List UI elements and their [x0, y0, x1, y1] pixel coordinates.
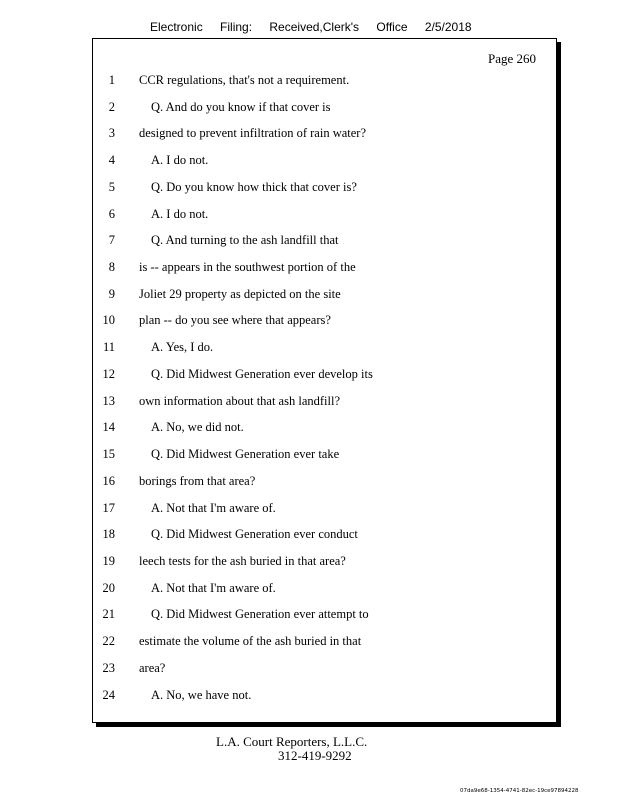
line-text: Q. Did Midwest Generation ever develop its [151, 366, 373, 381]
line-number: 16 [102, 473, 115, 488]
line-number: 17 [102, 500, 115, 515]
document-hash: 07da9e68-1354-4741-82ec-19ce97894228 [460, 788, 579, 794]
line-number: 23 [102, 660, 115, 675]
page-number: Page 260 [487, 51, 536, 66]
line-number: 3 [108, 126, 115, 141]
line-text: A. Yes, I do. [151, 340, 214, 355]
line-text: A. No, we have not. [151, 687, 252, 702]
line-text: Q. Did Midwest Generation ever attempt to [151, 607, 369, 622]
stamp-part: Office [376, 20, 408, 34]
line-number: 2 [108, 99, 115, 114]
stamp-part: 2/5/2018 [424, 20, 472, 34]
line-number: 22 [102, 634, 115, 649]
footer-company: L.A. Court Reporters, L.L.C. [216, 734, 368, 749]
line-number: 19 [102, 553, 115, 568]
line-text: Q. Do you know how thick that cover is? [151, 179, 357, 194]
line-text: is -- appears in the southwest portion of the [139, 260, 356, 275]
line-number: 1 [108, 73, 115, 87]
line-number: 10 [102, 313, 115, 328]
line-text: A. I do not. [151, 153, 209, 168]
line-number: 12 [102, 366, 115, 381]
line-text: own information about that ash landfill? [139, 393, 340, 408]
line-number: 8 [108, 260, 115, 275]
line-text: plan -- do you see where that appears? [139, 313, 331, 328]
line-text: designed to prevent infiltration of rain water? [139, 126, 367, 141]
line-number: 21 [102, 607, 115, 622]
transcript-page [92, 38, 557, 723]
line-text: A. Not that I'm aware of. [151, 500, 276, 515]
line-text: A. Not that I'm aware of. [151, 580, 276, 595]
line-text: estimate the volume of the ash buried in that [139, 634, 362, 649]
line-text: Q. Did Midwest Generation ever take [151, 447, 340, 462]
line-text: borings from that area? [139, 473, 256, 488]
stamp-part: Filing: [220, 20, 253, 34]
line-number: 20 [102, 580, 115, 595]
line-text: CCR regulations, that's not a requirement. [139, 73, 350, 87]
line-number: 24 [102, 687, 115, 702]
line-number: 15 [102, 447, 115, 462]
line-number: 18 [102, 527, 115, 542]
line-number: 9 [108, 286, 115, 301]
footer-phone: 312-419-9292 [278, 748, 352, 763]
stamp-part: Electronic [150, 20, 203, 34]
filing-stamp [150, 20, 486, 34]
line-number: 7 [108, 233, 115, 248]
line-text: Q. And turning to the ash landfill that [151, 233, 339, 248]
line-text: A. I do not. [151, 206, 209, 221]
stamp-part: Received,Clerk's [269, 20, 360, 34]
line-text: Q. Did Midwest Generation ever conduct [151, 527, 358, 542]
line-number: 11 [102, 340, 115, 355]
line-text: area? [139, 660, 166, 675]
line-text: Joliet 29 property as depicted on the site [139, 286, 341, 301]
line-text: A. No, we did not. [151, 420, 244, 435]
line-number: 4 [108, 153, 115, 168]
line-number: 14 [102, 420, 115, 435]
line-number: 6 [108, 206, 115, 221]
line-text: Q. And do you know if that cover is [151, 99, 331, 114]
line-number: 13 [102, 393, 115, 408]
line-text: leech tests for the ash buried in that area? [139, 553, 346, 568]
line-number: 5 [108, 179, 115, 194]
